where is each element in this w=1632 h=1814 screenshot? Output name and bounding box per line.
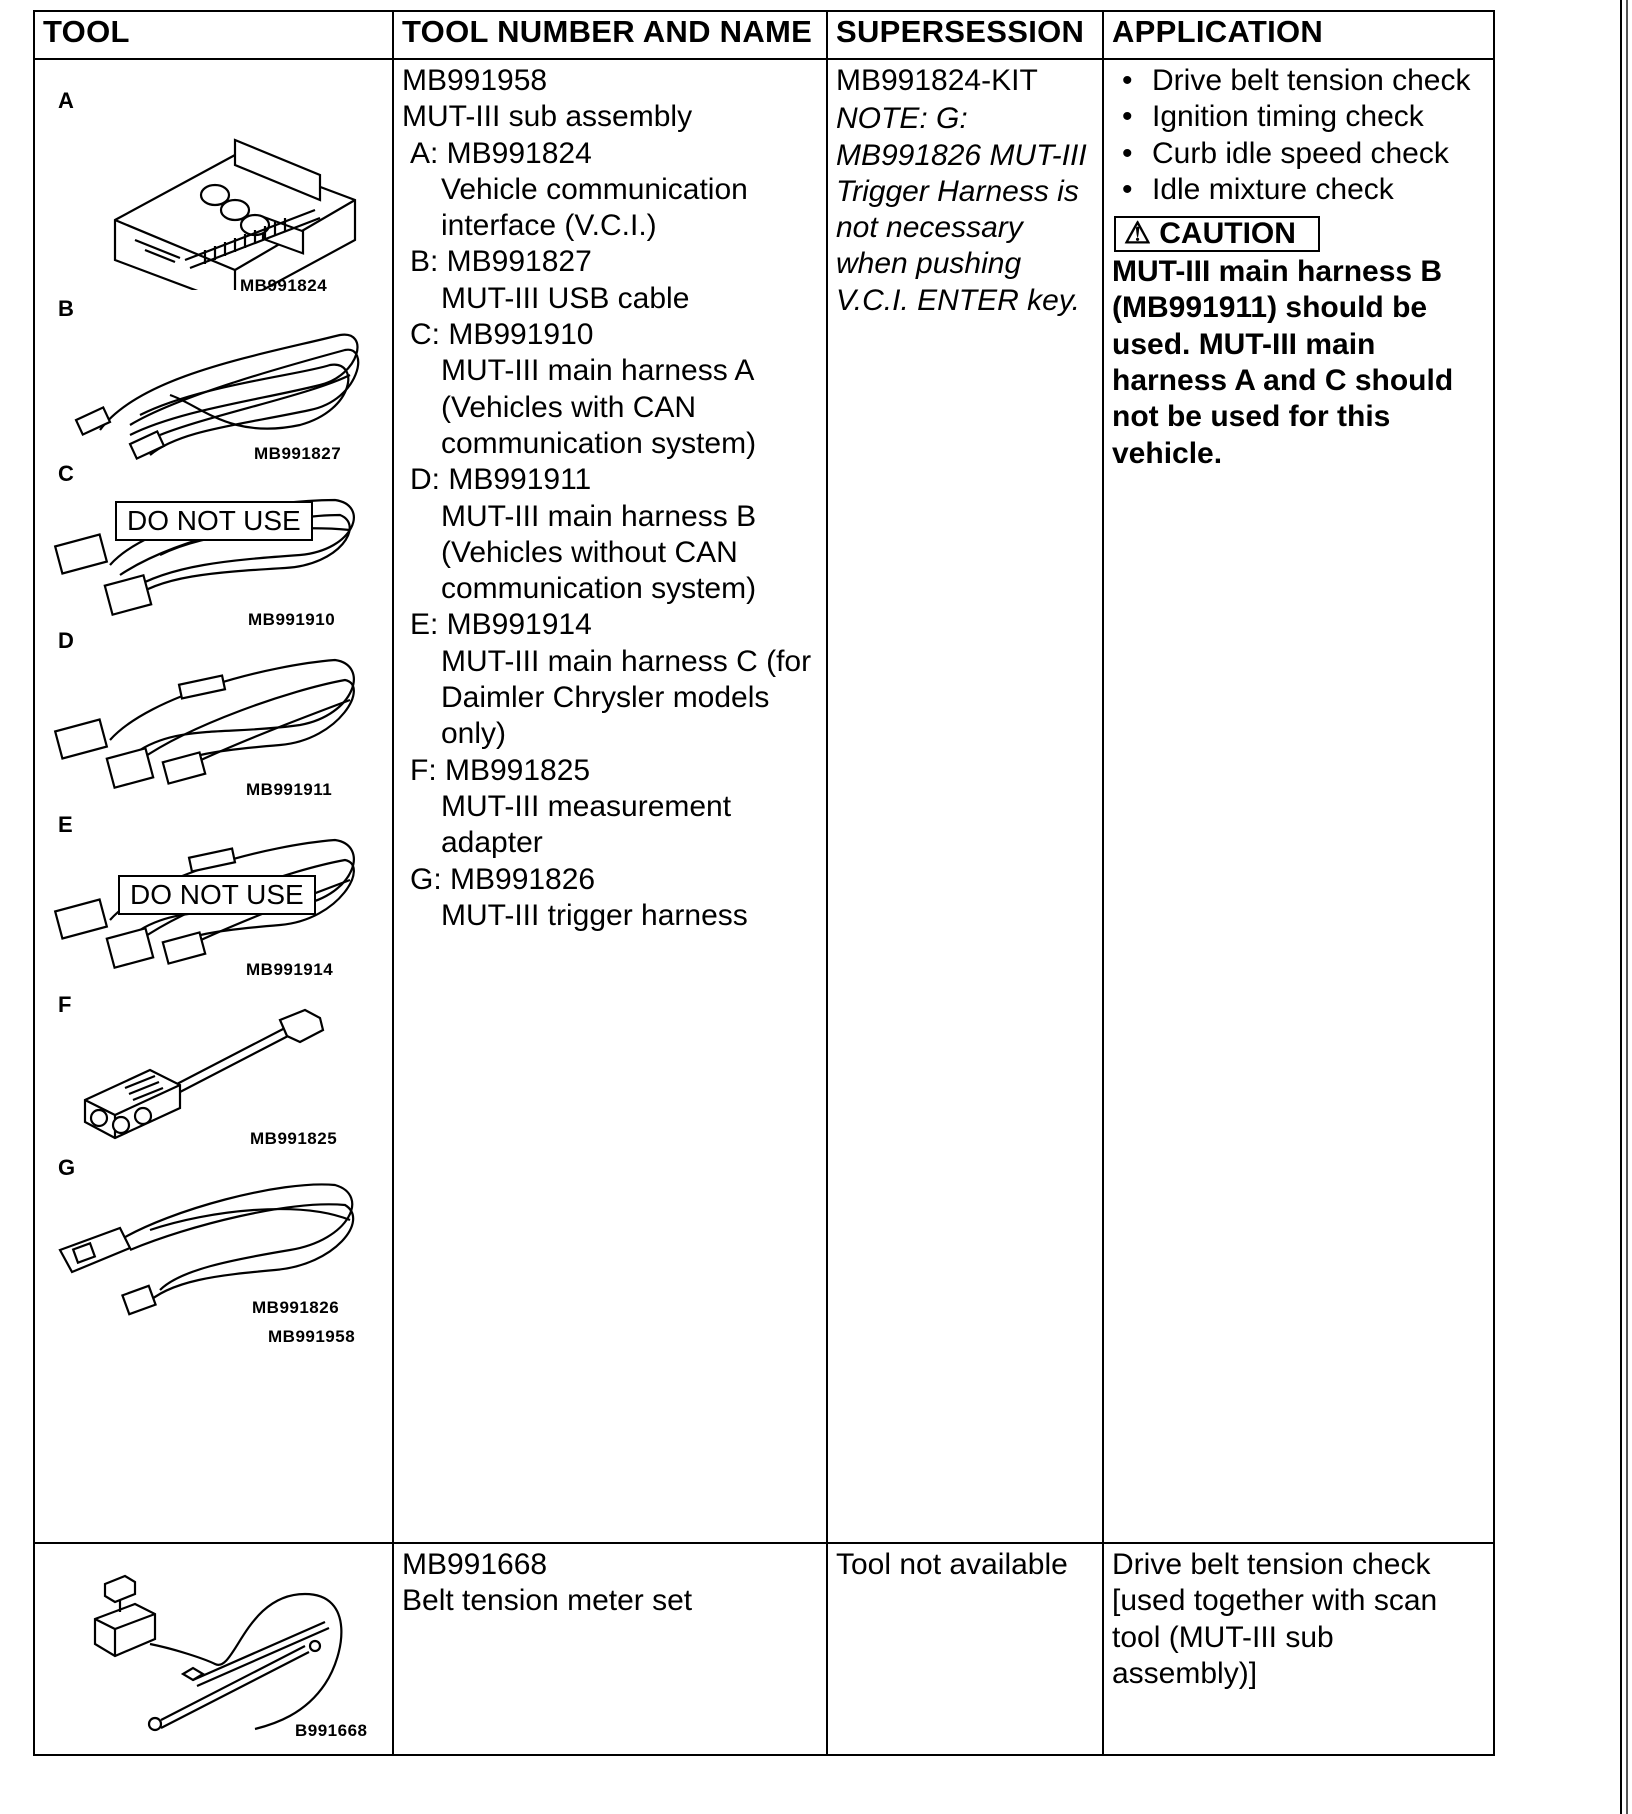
figure-code: MB991914 bbox=[246, 960, 334, 979]
header-application: APPLICATION bbox=[1103, 11, 1494, 59]
page-edge-rule bbox=[1620, 0, 1628, 1814]
figure-letter: E bbox=[58, 812, 73, 837]
tool-illustration-cell bbox=[34, 1543, 393, 1755]
figure-code: MB991826 bbox=[252, 1298, 340, 1317]
caution-line: vehicle. bbox=[1112, 436, 1223, 470]
note-line: Trigger Harness is bbox=[836, 174, 1079, 208]
figure-letter: A bbox=[58, 88, 74, 113]
tool-name-line: MUT-III main harness A bbox=[441, 354, 755, 388]
measurement-adapter-icon bbox=[65, 1000, 345, 1140]
note-line: V.C.I. ENTER key. bbox=[836, 283, 1080, 317]
figure-code: MB991824 bbox=[240, 276, 328, 295]
tool-name-line: MUT-III trigger harness bbox=[441, 898, 748, 932]
application-item: • Ignition timing check bbox=[1122, 99, 1485, 135]
do-not-use-stamp: DO NOT USE bbox=[118, 875, 316, 915]
supersession-value: MB991824-KIT bbox=[836, 64, 1038, 97]
supersession-block bbox=[828, 60, 1102, 319]
caution-line: MUT-III main harness B bbox=[1112, 255, 1443, 289]
application-cell bbox=[1103, 59, 1494, 1543]
application-line: assembly)] bbox=[1112, 1656, 1258, 1690]
vci-device-icon bbox=[85, 100, 365, 290]
application-line: Drive belt tension check bbox=[1112, 1548, 1431, 1581]
figure-code: B991668 bbox=[295, 1721, 368, 1740]
note-line: when pushing bbox=[836, 247, 1022, 281]
figure-letter: C bbox=[58, 461, 74, 486]
header-supersession: SUPERSESSION bbox=[827, 11, 1103, 59]
special-tools-table bbox=[33, 10, 1495, 1756]
harness-icon bbox=[50, 645, 360, 795]
belt-tension-meter-icon bbox=[75, 1564, 375, 1744]
tool-name-line: MUT-III sub assembly bbox=[402, 100, 693, 134]
tool-number-and-name-cell bbox=[393, 59, 827, 1543]
tool-name-line: only) bbox=[441, 717, 507, 751]
tool-name-line: adapter bbox=[441, 826, 543, 860]
figure-code: MB991827 bbox=[254, 444, 342, 463]
table-row bbox=[34, 1543, 1494, 1755]
table-row bbox=[34, 59, 1494, 1543]
tool-name-line: (Vehicles without CAN bbox=[441, 535, 738, 569]
tool-item-code: G: MB991826 bbox=[410, 862, 596, 896]
caution-label-text: CAUTION bbox=[1159, 217, 1296, 251]
application-list bbox=[1112, 63, 1485, 208]
tool-name-line: MB991958 bbox=[402, 64, 548, 97]
supersession-value: Tool not available bbox=[836, 1548, 1068, 1581]
note-line: not necessary bbox=[836, 211, 1023, 245]
usb-cable-icon bbox=[60, 315, 370, 465]
figure-letter: G bbox=[58, 1155, 76, 1180]
tool-name-line: MUT-III main harness B bbox=[441, 499, 757, 533]
tool-name-line: MUT-III main harness C (for bbox=[441, 644, 812, 678]
supersession-cell bbox=[827, 1543, 1103, 1755]
tool-item-code: A: MB991824 bbox=[410, 136, 592, 170]
figure-code: MB991825 bbox=[250, 1129, 338, 1148]
tool-item-code: D: MB991911 bbox=[410, 463, 592, 497]
header-tool: TOOL bbox=[34, 11, 393, 59]
caution-label bbox=[1114, 216, 1320, 252]
tool-name-line: Belt tension meter set bbox=[402, 1584, 693, 1618]
tool-name-line: MUT-III measurement bbox=[441, 789, 732, 823]
do-not-use-stamp: DO NOT USE bbox=[115, 501, 313, 541]
tool-name-line: Daimler Chrysler models bbox=[441, 681, 770, 715]
figure-letter: F bbox=[58, 992, 72, 1017]
application-item: • Idle mixture check bbox=[1122, 172, 1485, 208]
figure-code: MB991910 bbox=[248, 610, 336, 629]
figure-letter: B bbox=[58, 296, 74, 321]
caution-line: not be used for this bbox=[1112, 400, 1391, 434]
tool-name-line: MUT-III USB cable bbox=[441, 281, 690, 315]
tool-item-code: B: MB991827 bbox=[410, 245, 592, 279]
tool-item-code: F: MB991825 bbox=[410, 753, 591, 787]
table-header-row bbox=[34, 11, 1494, 59]
figure-code: MB991911 bbox=[246, 780, 333, 799]
tool-item-code: E: MB991914 bbox=[410, 608, 592, 642]
tool-name-line: communication system) bbox=[441, 426, 757, 460]
application-block bbox=[1104, 60, 1493, 472]
application-line: tool (MUT-III sub bbox=[1112, 1620, 1334, 1654]
application-item: • Drive belt tension check bbox=[1122, 63, 1485, 99]
tool-name-line: (Vehicles with CAN bbox=[441, 390, 697, 424]
set-code: MB991958 bbox=[268, 1327, 356, 1346]
header-tool-number-and-name: TOOL NUMBER AND NAME bbox=[393, 11, 827, 59]
application-line: [used together with scan bbox=[1112, 1584, 1438, 1618]
tool-name-line: MB991668 bbox=[402, 1548, 548, 1581]
tool-name-line: communication system) bbox=[441, 572, 757, 606]
note-line: NOTE: G: bbox=[836, 102, 968, 136]
caution-text bbox=[1112, 254, 1485, 472]
tool-illustrations-cell bbox=[34, 59, 393, 1543]
caution-line: used. MUT-III main bbox=[1112, 327, 1376, 361]
tool-number-and-name-cell bbox=[393, 1543, 827, 1755]
application-text bbox=[1104, 1544, 1493, 1692]
figure-letter: D bbox=[58, 628, 74, 653]
tool-name-list bbox=[394, 60, 826, 934]
tool-name-line: Vehicle communication bbox=[441, 172, 748, 206]
application-item: • Curb idle speed check bbox=[1122, 136, 1485, 172]
tool-name-list bbox=[394, 1544, 826, 1620]
caution-line: harness A and C should bbox=[1112, 364, 1454, 398]
tool-item-code: C: MB991910 bbox=[410, 318, 594, 352]
application-cell bbox=[1103, 1543, 1494, 1755]
warning-triangle-icon: ⚠ bbox=[1124, 217, 1151, 251]
supersession-note bbox=[836, 101, 1094, 319]
note-line: MB991826 MUT-III bbox=[836, 138, 1087, 172]
supersession-cell bbox=[827, 59, 1103, 1543]
caution-line: (MB991911) should be bbox=[1112, 291, 1428, 325]
tool-name-line: interface (V.C.I.) bbox=[441, 209, 657, 243]
